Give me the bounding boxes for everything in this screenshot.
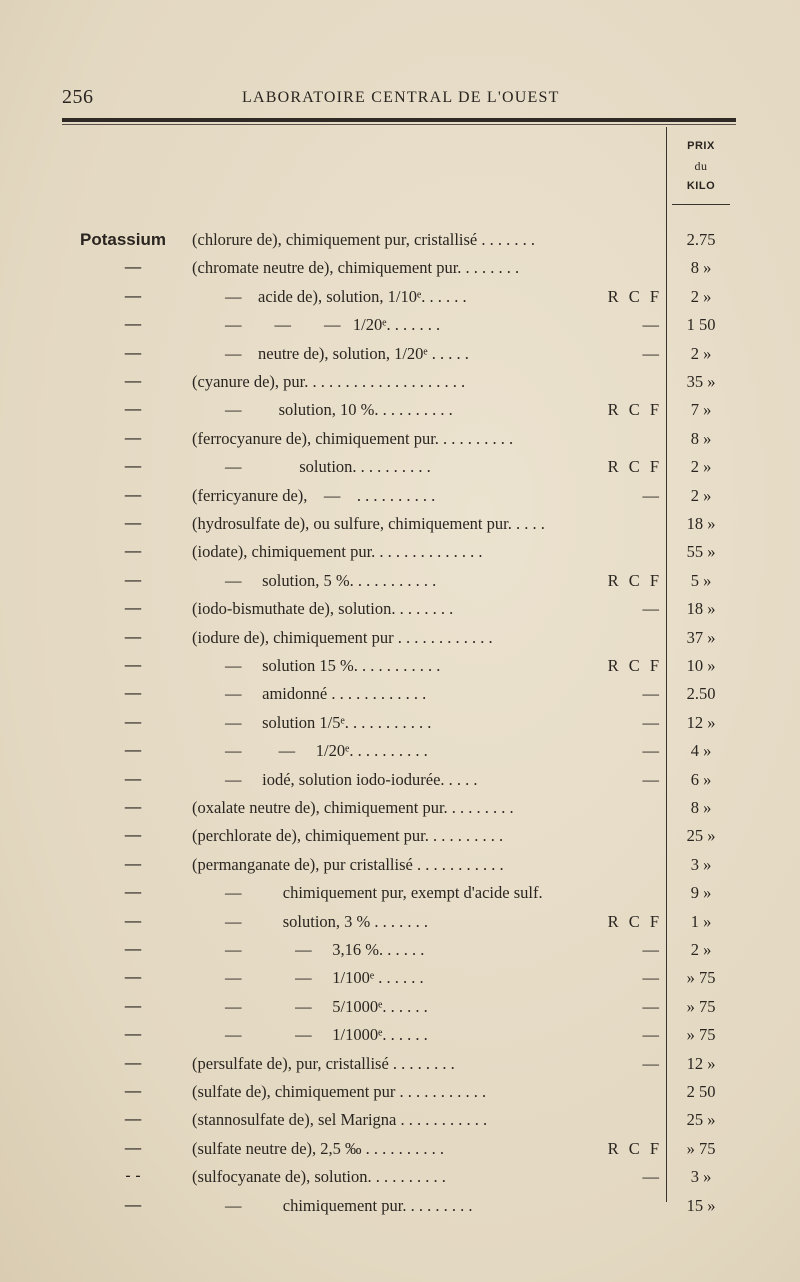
row-name: —: [124, 315, 142, 334]
row-description: — solution 15 %. . . . . . . . . . .: [192, 656, 441, 675]
row-price: 25 »: [686, 1110, 716, 1130]
row-price: 9 »: [690, 883, 712, 903]
table-row: [0, 968, 800, 995]
table-row: [0, 258, 800, 285]
price-header-line3: KILO: [686, 180, 716, 192]
row-description: (ferricyanure de), — . . . . . . . . . .: [192, 485, 436, 505]
table-row: [0, 514, 800, 541]
table-row: [0, 1082, 800, 1109]
row-name: —: [124, 1195, 142, 1214]
row-price: 55 »: [686, 542, 716, 562]
row-name: —: [124, 428, 142, 447]
table-row: [0, 1110, 800, 1137]
row-description: (hydrosulfate de), ou sulfure, chimiquement pur. . . . .: [192, 514, 545, 533]
row-description: (sulfate de), chimiquement pur . . . . . . . . . . .: [192, 1082, 487, 1101]
row-description: — solution 1/5ᵉ. . . . . . . . . . .: [192, 712, 432, 732]
row-price: 2 »: [690, 485, 712, 505]
row-price: 18 »: [686, 599, 716, 619]
row-code: —: [642, 684, 662, 704]
row-name: —: [124, 1082, 142, 1100]
table-row: [0, 230, 800, 257]
row-code: —: [642, 599, 662, 619]
row-name: —: [124, 286, 142, 305]
row-price: 2.75: [686, 230, 716, 249]
row-description: (stannosulfate de), sel Marigna . . . . . . . . . . .: [192, 1110, 488, 1130]
table-row: [0, 1139, 800, 1166]
row-description: (chromate neutre de), chimiquement pur. . . . . . . .: [192, 258, 520, 278]
row-description: — iodé, solution iodo-iodurée. . . . .: [192, 769, 478, 789]
table-row: [0, 315, 800, 342]
row-description: — acide de), solution, 1/10ᵉ. . . . . .: [192, 286, 467, 306]
row-description: (iodure de), chimiquement pur . . . . . . . . . . . .: [192, 627, 493, 647]
price-column-header: [668, 136, 734, 196]
row-description: — — 1/1000ᵉ. . . . . .: [192, 1025, 428, 1045]
row-price: 1 50: [686, 315, 716, 335]
price-header-line1: PRIX: [687, 140, 715, 152]
row-name: - -: [125, 1167, 141, 1186]
row-description: — solution, 10 %. . . . . . . . . .: [192, 400, 453, 420]
row-name: —: [124, 712, 142, 731]
price-header-rule: [672, 204, 730, 205]
row-description: — — 3,16 %. . . . . .: [192, 940, 425, 959]
table-row: [0, 713, 800, 740]
row-name: —: [124, 343, 142, 362]
row-name: Potassium: [80, 230, 166, 249]
row-name: —: [124, 940, 142, 958]
table-row: [0, 287, 800, 314]
row-description: — — 1/100ᵉ . . . . . .: [192, 968, 424, 988]
row-description: — solution, 5 %. . . . . . . . . . .: [192, 570, 437, 590]
row-description: — — 5/1000ᵉ. . . . . .: [192, 996, 428, 1016]
table-row: [0, 883, 800, 910]
row-name: —: [124, 656, 142, 674]
table-row: [0, 770, 800, 797]
row-price: » 75: [686, 996, 716, 1016]
page-header: [62, 86, 732, 112]
row-name: —: [124, 485, 142, 504]
row-name: —: [124, 258, 142, 277]
row-name: —: [124, 854, 142, 873]
table-row: [0, 486, 800, 513]
table-row: [0, 400, 800, 427]
row-price: 35 »: [686, 372, 716, 391]
page-number: 256: [62, 86, 94, 108]
row-code: —: [642, 315, 662, 335]
row-name: —: [124, 883, 142, 902]
row-description: (chlorure de), chimiquement pur, cristallisé . . . . . . .: [192, 230, 535, 249]
row-code: —: [642, 996, 662, 1016]
row-description: — solution. . . . . . . . . .: [192, 457, 431, 477]
row-name: —: [124, 826, 142, 845]
table-row: [0, 684, 800, 711]
header-rule-thin: [62, 124, 736, 125]
row-code: —: [642, 968, 662, 988]
row-name: —: [124, 996, 142, 1015]
row-name: —: [124, 599, 142, 618]
price-header-line2: du: [694, 159, 708, 173]
row-code: —: [642, 1025, 662, 1045]
row-price: 4 »: [690, 741, 712, 761]
row-name: —: [124, 741, 142, 760]
row-price: 2 »: [690, 286, 712, 306]
row-price: 3 »: [690, 854, 712, 874]
row-code: R C F: [607, 1138, 662, 1158]
table-row: [0, 1054, 800, 1081]
table-row: [0, 344, 800, 371]
row-code: R C F: [607, 400, 662, 420]
row-description: — amidonné . . . . . . . . . . . .: [192, 684, 427, 704]
table-row: [0, 372, 800, 399]
header-rule: [62, 118, 736, 122]
row-price: 15 »: [686, 1195, 716, 1215]
row-code: —: [642, 741, 662, 761]
row-price: 7 »: [690, 400, 712, 420]
row-price: 18 »: [686, 514, 716, 533]
row-name: —: [124, 1053, 142, 1072]
table-row: [0, 457, 800, 484]
row-name: —: [124, 627, 142, 646]
row-name: —: [124, 769, 142, 788]
row-price: 12 »: [686, 1053, 716, 1073]
row-name: —: [124, 1025, 142, 1044]
table-row: [0, 628, 800, 655]
row-price: 3 »: [690, 1167, 712, 1187]
row-description: — neutre de), solution, 1/20ᵉ . . . . .: [192, 343, 469, 363]
row-code: —: [642, 769, 662, 789]
row-code: —: [642, 1167, 662, 1187]
row-code: —: [642, 1053, 662, 1073]
row-name: —: [124, 457, 142, 476]
row-name: —: [124, 911, 142, 930]
table-row: [0, 542, 800, 569]
table-row: [0, 1196, 800, 1223]
row-code: R C F: [607, 457, 662, 477]
row-price: » 75: [686, 1025, 716, 1045]
row-price: 8 »: [690, 258, 712, 278]
running-title: LABORATOIRE CENTRAL DE L'OUEST: [242, 89, 560, 106]
row-price: 2 »: [690, 343, 712, 363]
row-description: (permanganate de), pur cristallisé . . . . . . . . . . .: [192, 854, 504, 874]
row-price: 10 »: [686, 656, 716, 675]
table-row: [0, 1167, 800, 1194]
table-row: [0, 940, 800, 967]
row-code: R C F: [607, 570, 662, 590]
table-row: [0, 826, 800, 853]
row-price: 2 50: [686, 1082, 716, 1101]
table-row: [0, 997, 800, 1024]
row-name: —: [124, 684, 142, 703]
table-row: [0, 741, 800, 768]
row-description: (iodo-bismuthate de), solution. . . . . . . .: [192, 599, 454, 619]
row-description: (iodate), chimiquement pur. . . . . . . . . . . . . .: [192, 542, 483, 562]
table-row: [0, 571, 800, 598]
row-price: 37 »: [686, 627, 716, 647]
row-name: —: [124, 400, 142, 419]
row-price: 1 »: [690, 911, 712, 931]
row-price: 8 »: [690, 798, 712, 817]
row-description: — — 1/20ᵉ. . . . . . . . . .: [192, 741, 428, 761]
table-row: [0, 1025, 800, 1052]
row-price: 25 »: [686, 826, 716, 846]
row-price: 5 »: [690, 570, 712, 590]
row-name: —: [124, 1138, 142, 1157]
row-description: (cyanure de), pur. . . . . . . . . . . . . . . . . . . .: [192, 372, 466, 391]
row-code: —: [642, 940, 662, 959]
row-description: — solution, 3 % . . . . . . .: [192, 911, 429, 931]
row-price: » 75: [686, 968, 716, 988]
table-row: [0, 599, 800, 626]
table-row: [0, 855, 800, 882]
row-description: (persulfate de), pur, cristallisé . . . . . . . .: [192, 1053, 455, 1073]
row-code: R C F: [607, 911, 662, 931]
row-price: » 75: [686, 1138, 716, 1158]
row-code: R C F: [607, 656, 662, 675]
row-description: (sulfate neutre de), 2,5 ‰ . . . . . . . . . .: [192, 1138, 445, 1158]
row-code: —: [642, 485, 662, 505]
row-name: —: [124, 372, 142, 390]
table-row: [0, 798, 800, 825]
row-name: —: [124, 570, 142, 589]
row-name: —: [124, 542, 142, 561]
table-row: [0, 656, 800, 683]
row-price: 2 »: [690, 457, 712, 477]
row-price: 12 »: [686, 712, 716, 732]
row-name: —: [124, 968, 142, 987]
row-description: (ferrocyanure de), chimiquement pur. . . . . . . . . .: [192, 428, 514, 448]
row-description: — chimiquement pur, exempt d'acide sulf.: [192, 883, 543, 903]
row-price: 8 »: [690, 428, 712, 448]
row-name: —: [124, 798, 142, 816]
row-name: —: [124, 1110, 142, 1129]
row-name: —: [124, 514, 142, 532]
row-price: 2.50: [686, 684, 716, 704]
row-description: — — — 1/20ᵉ. . . . . . .: [192, 315, 441, 335]
row-price: 2 »: [690, 940, 712, 959]
row-code: —: [642, 712, 662, 732]
row-description: — chimiquement pur. . . . . . . . .: [192, 1195, 473, 1215]
row-price: 6 »: [690, 769, 712, 789]
row-description: (perchlorate de), chimiquement pur. . . . . . . . . .: [192, 826, 504, 846]
table-row: [0, 912, 800, 939]
row-code: —: [642, 343, 662, 363]
row-description: (sulfocyanate de), solution. . . . . . . . . .: [192, 1167, 446, 1187]
row-description: (oxalate neutre de), chimiquement pur. . . . . . . . .: [192, 798, 514, 817]
row-code: R C F: [607, 286, 662, 306]
table-row: [0, 429, 800, 456]
